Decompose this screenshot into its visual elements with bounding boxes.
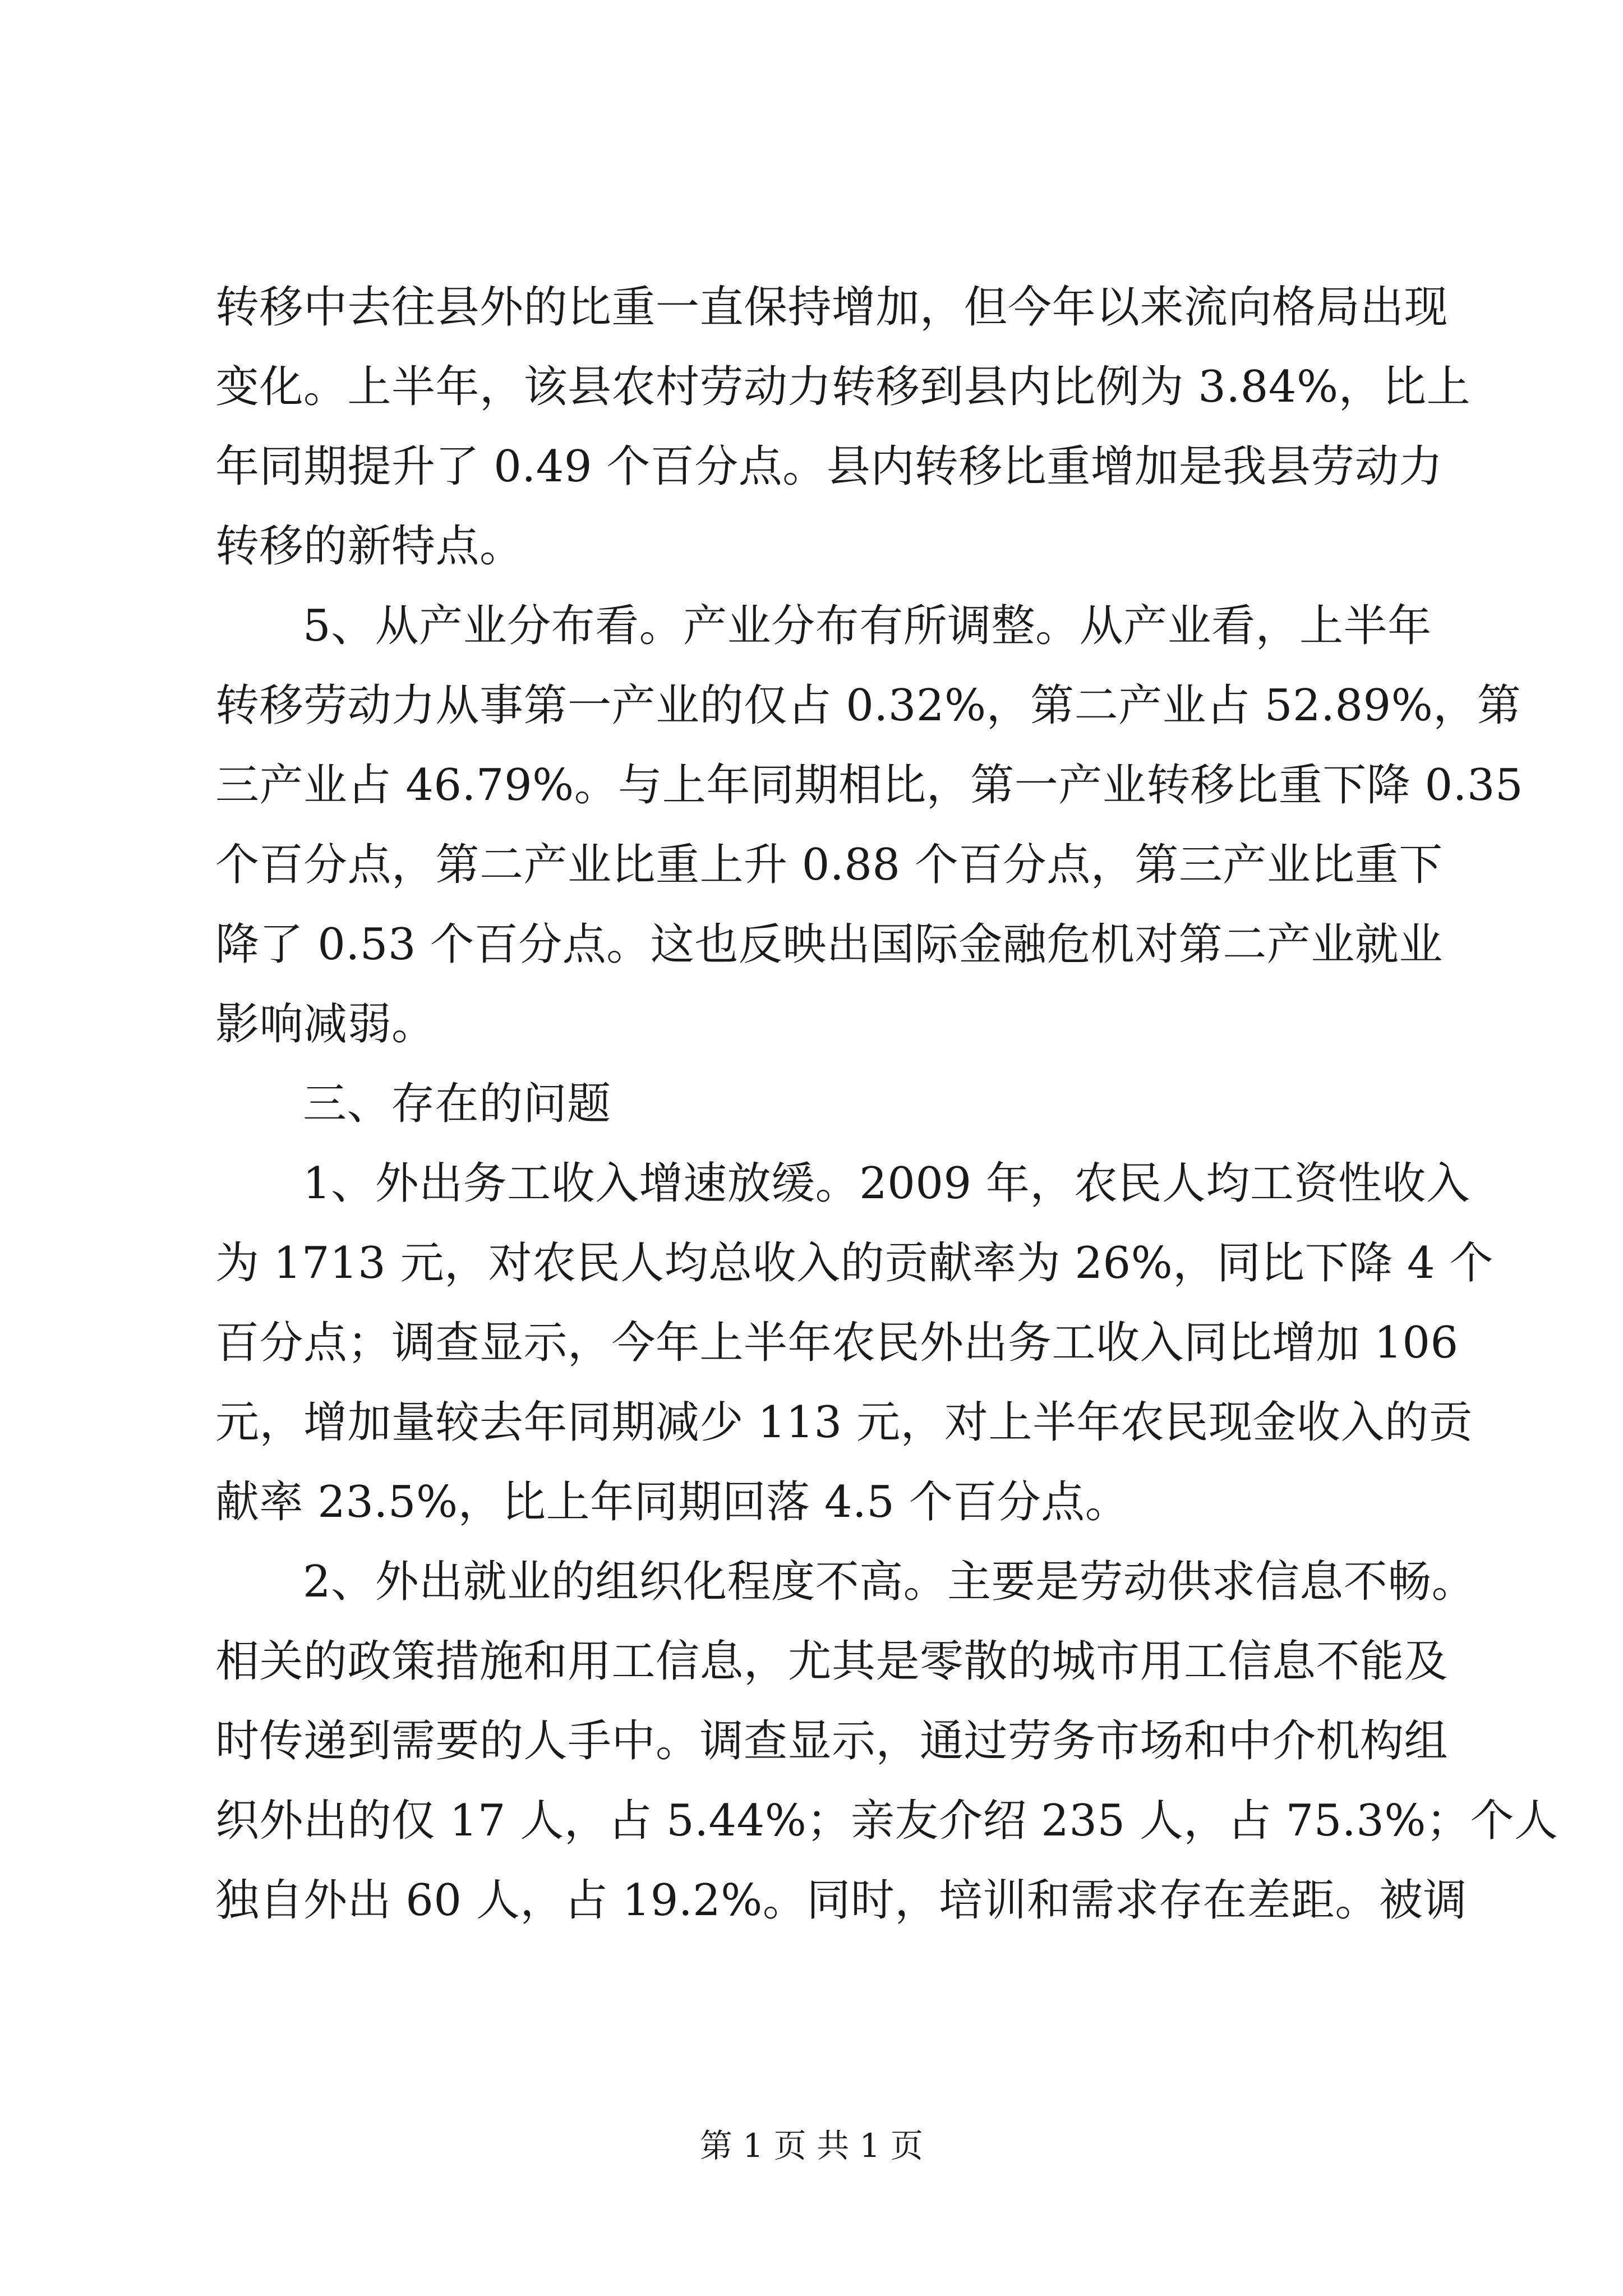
paragraph-first-line: 5、从产业分布看。产业分布有所调整。从产业看，上半年 [303,601,1432,651]
text-line: 为 1713 元，对农民人均总收入的贡献率为 26%，同比下降 4 个 [215,1238,1493,1289]
paragraph-first-line: 2、外出就业的组织化程度不高。主要是劳动供求信息不畅。 [303,1557,1476,1607]
text-line: 相关的政策措施和用工信息，尤其是零散的城市用工信息不能及 [215,1636,1449,1687]
text-line: 百分点；调查显示，今年上半年农民外出务工收入同比增加 106 [215,1318,1459,1368]
text-line: 独自外出 60 人，占 19.2%。同时，培训和需求存在差距。被调 [215,1875,1467,1926]
text-line: 年同期提升了 0.49 个百分点。县内转移比重增加是我县劳动力 [215,441,1443,492]
text-line: 时传递到需要的人手中。调查显示，通过劳务市场和中介机构组 [215,1716,1449,1766]
text-line: 三产业占 46.79%。与上年同期相比，第一产业转移比重下降 0.35 [215,760,1524,811]
text-line: 影响减弱。 [215,999,436,1050]
text-line: 降了 0.53 个百分点。这也反映出国际金融危机对第二产业就业 [215,919,1443,970]
text-line: 织外出的仅 17 人，占 5.44%；亲友介绍 235 人，占 75.3%；个人 [215,1796,1559,1846]
text-line: 献率 23.5%，比上年同期回落 4.5 个百分点。 [215,1477,1129,1527]
text-line: 转移中去往县外的比重一直保持增加，但今年以来流向格局出现 [215,282,1449,333]
text-line: 转移的新特点。 [215,521,524,572]
text-line: 元，增加量较去年同期减少 113 元，对上半年农民现金收入的贡 [215,1397,1473,1448]
text-line: 个百分点，第二产业比重上升 0.88 个百分点，第三产业比重下 [215,840,1443,890]
section-heading: 三、存在的问题 [303,1079,611,1129]
page-footer: 第 1 页 共 1 页 [700,2127,923,2165]
text-line: 转移劳动力从事第一产业的仅占 0.32%，第二产业占 52.89%，第 [215,680,1521,731]
text-line: 变化。上半年，该县农村劳动力转移到县内比例为 3.84%，比上 [215,362,1471,412]
paragraph-first-line: 1、外出务工收入增速放缓。2009 年，农民人均工资性收入 [303,1158,1470,1209]
